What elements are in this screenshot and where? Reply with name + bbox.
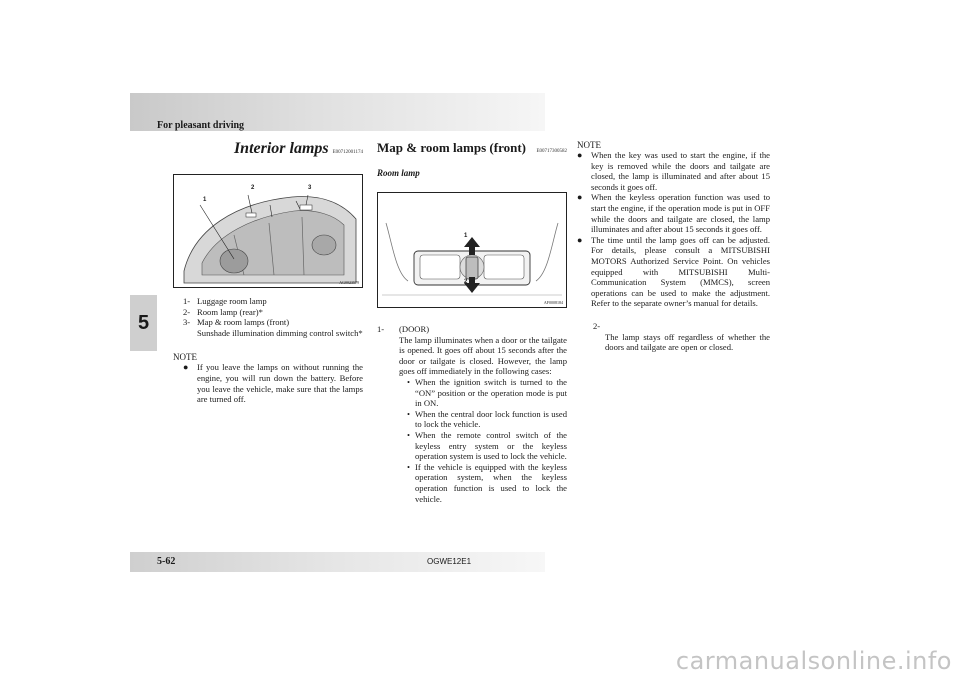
- item-2-block: [577, 321, 770, 353]
- bullet-icon: ●: [577, 150, 583, 160]
- callout-2: 2: [464, 279, 468, 285]
- interior-lamps-title: Interior lamps: [233, 140, 329, 157]
- section-header-title: For pleasant driving: [157, 120, 245, 131]
- interior-lamps-heading: [173, 140, 363, 160]
- bullet-icon: ●: [183, 362, 189, 373]
- room-lamp-figure: [377, 192, 567, 308]
- item-number: 2-: [593, 320, 601, 331]
- note-text: If you leave the lamps on without running the engine, you will run down the battery. Before you leave the vehicle, make sure that the lamps are turned off.: [197, 362, 363, 405]
- interior-lamps-code: E00712001174: [332, 150, 363, 155]
- legend-item-extra: Sunshade illumination dimming control switch*: [197, 327, 363, 338]
- notes-column: [577, 140, 770, 353]
- note-text: The time until the lamp goes off can be adjusted. For details, please consult a MITSUBISHI MOTORS Authorized Service Point. On vehicles equipped with MITSUBISHI Multi-Communication System (MMCS), screen operations can be used to make the adjustment. Refer to the separate owner’s manual for details.: [591, 234, 770, 309]
- interior-lamps-legend: [183, 296, 363, 338]
- list-item: • When the remote control switch of the keyless entry system or the keyless operation system is used to lock the vehicle.: [407, 429, 567, 462]
- callout-3: 3: [308, 185, 312, 191]
- vehicle-interior-illustration: [174, 175, 362, 287]
- legend-item: 2- Room lamp (rear)*: [183, 306, 263, 317]
- chapter-number: 5: [137, 312, 150, 334]
- list-item: • When the ignition switch is turned to the “ON” position or the operation mode is put in ON.: [407, 376, 567, 409]
- footer-band: [130, 552, 545, 572]
- legend-item: 1- Luggage room lamp: [183, 296, 267, 306]
- note-item: [577, 235, 770, 309]
- figure-code: AF0008184: [543, 300, 563, 305]
- item-2-text: The lamp stays off regardless of whether the doors and tailgate are open or closed.: [605, 331, 770, 353]
- note-item: [183, 362, 363, 404]
- note-label: NOTE: [173, 352, 197, 363]
- note-text: When the key was used to start the engine, if the key is removed while the doors and tailgate are closed, the lamp is illuminated and after about 15 seconds it goes off.: [591, 150, 770, 192]
- list-item: • When the central door lock function is used to lock the vehicle.: [407, 408, 567, 430]
- interior-lamps-column: [173, 140, 363, 405]
- callout-1: 1: [464, 233, 468, 239]
- watermark: carmanualsonline.info: [675, 647, 952, 675]
- callout-2: 2: [251, 185, 255, 191]
- item-1-text: The lamp illuminates when a door or the tailgate is opened. It goes off about 15 seconds after the door or tailgate is closed. However, the lamp goes off immediately in the following cases:: [399, 334, 567, 377]
- note-label: NOTE: [577, 140, 601, 150]
- bullet-icon: ●: [577, 234, 583, 245]
- map-room-code: E00717300582: [536, 149, 567, 154]
- item-number: 1-: [377, 324, 385, 334]
- bullet-icon: ●: [577, 192, 583, 203]
- note-item: [577, 192, 770, 234]
- map-room-lamps-column: [377, 140, 567, 504]
- note-item: [577, 150, 770, 192]
- room-lamp-illustration: [378, 193, 566, 307]
- legend-item: 3- Map & room lamps (front): [183, 317, 290, 328]
- note-text: When the keyless operation function was used to start the engine, if the operation mode is put in OFF while the doors and tailgate are closed, the lamp illuminates and after about 15 seconds it goes off.: [591, 192, 770, 235]
- item-label: (DOOR): [399, 324, 430, 334]
- interior-lamps-figure: [173, 174, 363, 288]
- figure-code: AG0023579: [339, 280, 359, 285]
- exception-list: [399, 377, 567, 504]
- callout-1: 1: [203, 197, 207, 203]
- page-number: 5-62: [157, 556, 176, 567]
- map-room-heading: [377, 140, 567, 160]
- map-room-title: Map & room lamps (front): [377, 140, 527, 155]
- item-1-block: [377, 324, 567, 504]
- document-code: OGWE12E1: [427, 557, 472, 566]
- list-item: • If the vehicle is equipped with the keyless operation system, when the keyless operation function is used to lock the vehicle.: [407, 461, 567, 504]
- room-lamp-subheading: Room lamp: [377, 168, 420, 178]
